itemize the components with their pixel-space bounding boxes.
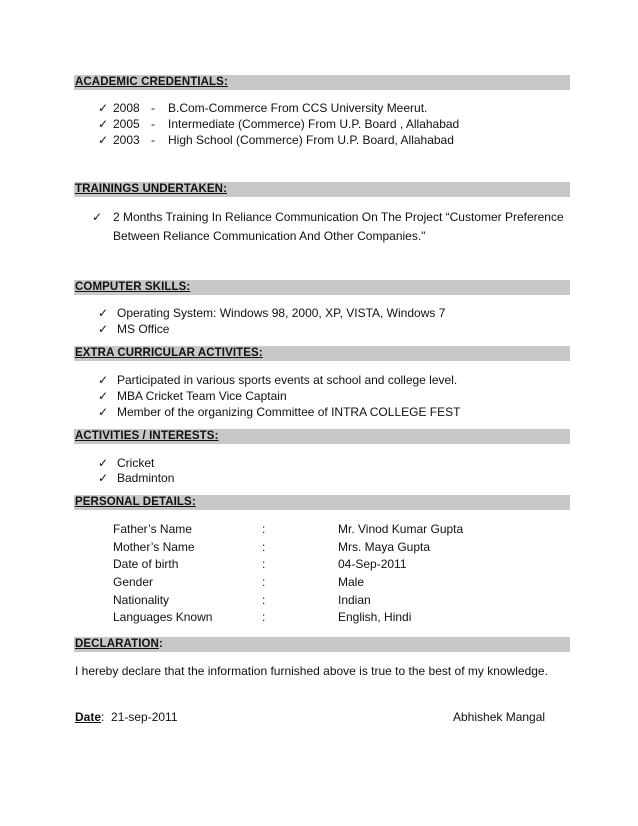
date-field bbox=[75, 710, 178, 724]
academic-desc: Intermediate (Commerce) From U.P. Board , Allahabad bbox=[168, 117, 460, 131]
academic-desc: B.Com-Commerce From CCS University Meerut. bbox=[168, 101, 428, 115]
declaration-heading: DECLARATION bbox=[75, 638, 159, 650]
date-label: Date bbox=[75, 710, 102, 724]
check-mark-icon: ✓ bbox=[98, 373, 109, 387]
academic-dash: - bbox=[151, 133, 155, 147]
detail-label: Father’s Name bbox=[113, 522, 192, 536]
academic-year: 2003 bbox=[113, 133, 140, 147]
check-mark-icon: ✓ bbox=[98, 405, 109, 419]
section-title: COMPUTER SKILLS: bbox=[75, 281, 191, 293]
academic-year: 2005 bbox=[113, 117, 140, 131]
detail-value: English, Hindi bbox=[338, 610, 412, 624]
interest-text: Badminton bbox=[117, 471, 175, 485]
section-header-extra-curricular bbox=[74, 346, 570, 361]
section-title: TRAININGS UNDERTAKEN: bbox=[75, 183, 228, 195]
check-mark-icon: ✓ bbox=[98, 101, 109, 115]
detail-colon: : bbox=[262, 540, 266, 554]
section-header-computer-skills bbox=[74, 280, 570, 295]
check-mark-icon: ✓ bbox=[98, 389, 109, 403]
training-text-line-2: Between Reliance Communication And Other Companies." bbox=[113, 229, 426, 243]
detail-value: 04-Sep-2011 bbox=[338, 557, 407, 571]
extra-text: Member of the organizing Committee of INTRA COLLEGE FEST bbox=[117, 405, 461, 419]
detail-label: Mother’s Name bbox=[113, 540, 195, 554]
section-title: ACADEMIC CREDENTIALS: bbox=[75, 76, 228, 88]
detail-value: Male bbox=[338, 575, 365, 589]
section-header-activities bbox=[74, 429, 570, 444]
detail-label: Gender bbox=[113, 575, 154, 589]
check-mark-icon: ✓ bbox=[98, 133, 109, 147]
detail-value: Indian bbox=[338, 593, 371, 607]
detail-value: Mrs. Maya Gupta bbox=[338, 540, 431, 554]
section-title: ACTIVITIES / INTERESTS: bbox=[75, 430, 219, 442]
academic-dash: - bbox=[151, 117, 155, 131]
interest-text: Cricket bbox=[117, 456, 155, 470]
section-title: PERSONAL DETAILS: bbox=[75, 496, 196, 508]
detail-label: Date of birth bbox=[113, 557, 179, 571]
check-mark-icon: ✓ bbox=[98, 306, 109, 320]
detail-colon: : bbox=[262, 610, 266, 624]
section-header-declaration bbox=[74, 637, 570, 652]
section-title bbox=[75, 638, 163, 650]
detail-label: Languages Known bbox=[113, 610, 213, 624]
skill-text: MS Office bbox=[117, 322, 170, 336]
section-title: EXTRA CURRICULAR ACTIVITES: bbox=[75, 347, 263, 359]
extra-text: Participated in various sports events at school and college level. bbox=[117, 373, 458, 387]
check-mark-icon: ✓ bbox=[98, 471, 109, 485]
academic-desc: High School (Commerce) From U.P. Board, Allahabad bbox=[168, 133, 454, 147]
section-header-academic bbox=[74, 75, 570, 90]
declaration-colon: : bbox=[158, 638, 163, 650]
detail-colon: : bbox=[262, 593, 266, 607]
check-mark-icon: ✓ bbox=[98, 322, 109, 336]
check-mark-icon: ✓ bbox=[98, 117, 109, 131]
skill-text: Operating System: Windows 98, 2000, XP, VISTA, Windows 7 bbox=[117, 306, 446, 320]
detail-colon: : bbox=[262, 575, 266, 589]
detail-colon: : bbox=[262, 557, 266, 571]
check-mark-icon: ✓ bbox=[92, 210, 103, 224]
declaration-text: I hereby declare that the information furnished above is true to the best of my knowledge. bbox=[75, 664, 548, 678]
academic-dash: - bbox=[151, 101, 155, 115]
section-header-personal bbox=[74, 495, 570, 510]
section-header-trainings bbox=[74, 182, 570, 197]
check-mark-icon: ✓ bbox=[98, 456, 109, 470]
academic-year: 2008 bbox=[113, 101, 140, 115]
date-value: : 21-sep-2011 bbox=[101, 710, 178, 724]
signatory-name: Abhishek Mangal bbox=[453, 710, 546, 724]
training-text-line-1: 2 Months Training In Reliance Communication On The Project “Customer Preference bbox=[113, 210, 564, 224]
detail-value: Mr. Vinod Kumar Gupta bbox=[338, 522, 464, 536]
extra-text: MBA Cricket Team Vice Captain bbox=[117, 389, 287, 403]
detail-colon: : bbox=[262, 522, 266, 536]
detail-label: Nationality bbox=[113, 593, 170, 607]
